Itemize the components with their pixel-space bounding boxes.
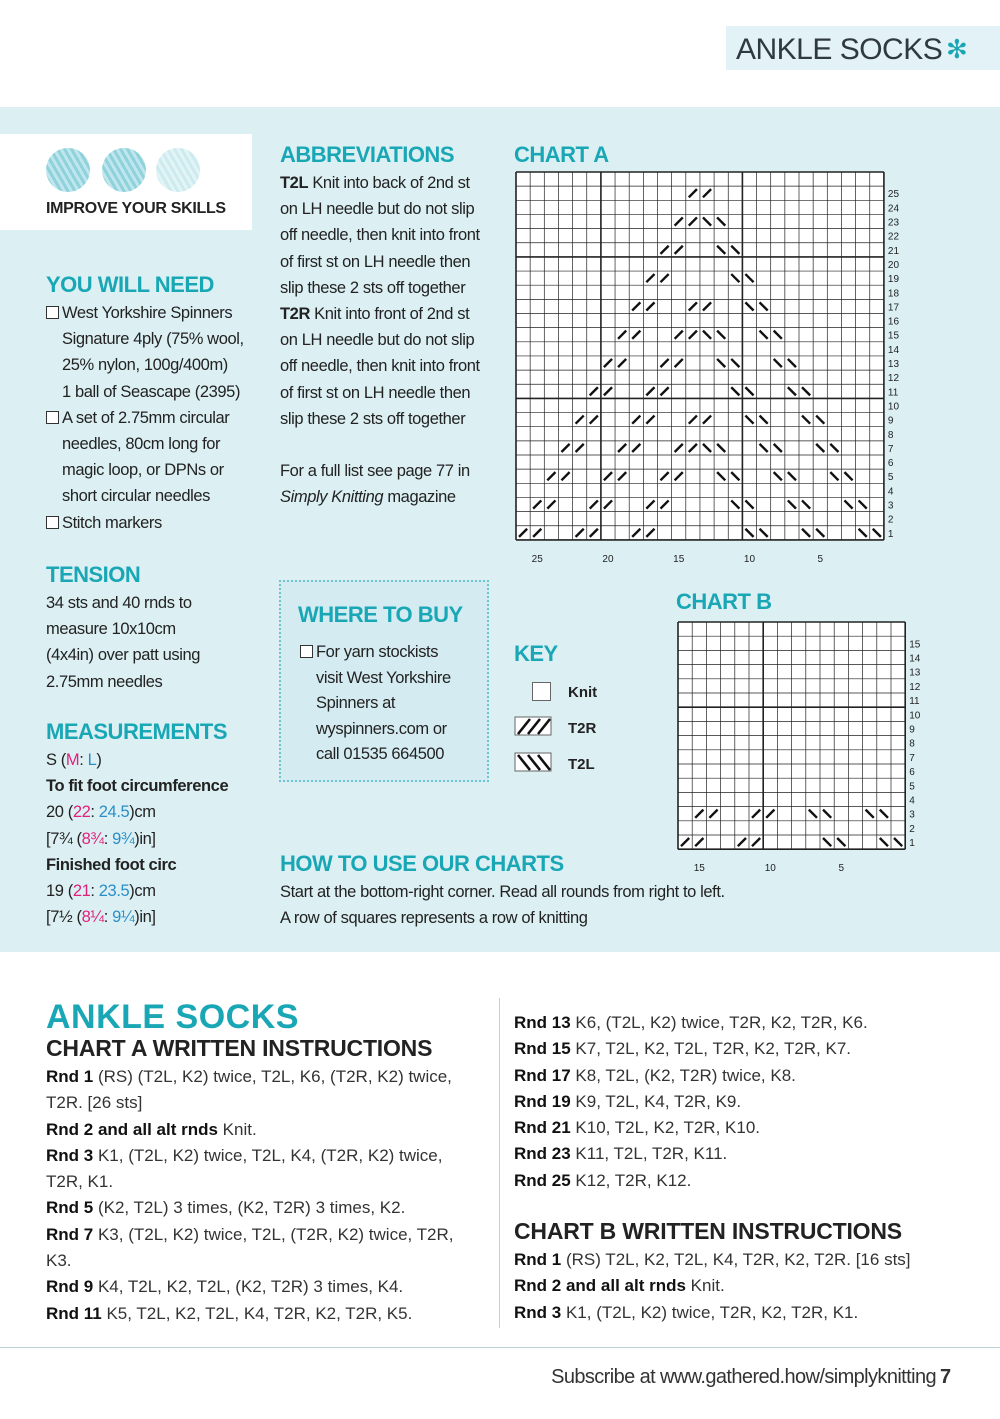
round-text: (RS) (T2L, K2) twice, T2L, K6, (T2R, K2) twice, T2R. [26 sts] xyxy=(46,1067,452,1113)
how-to-text: Start at the bottom-right corner. Read all rounds from right to left. A row of squares represents a row of knitting xyxy=(280,883,725,928)
instruction-row xyxy=(514,1010,964,1036)
checkbox-icon xyxy=(300,645,313,658)
row-label: 12 xyxy=(887,373,900,385)
row-label: 7 xyxy=(909,752,915,764)
row-label: 25 xyxy=(887,189,900,201)
row-label: 11 xyxy=(909,696,920,708)
row-label: 20 xyxy=(887,259,900,271)
chart-a-title: CHART A xyxy=(514,142,609,167)
column-label: 20 xyxy=(602,553,614,565)
round-label: Rnd 1 xyxy=(514,1250,562,1269)
column-label: 5 xyxy=(838,863,845,875)
row-label: 23 xyxy=(887,217,900,229)
row-label: 17 xyxy=(887,302,900,314)
chart-b-title: CHART B xyxy=(676,589,772,614)
instruction-row xyxy=(514,1141,964,1167)
round-text: K5, T2L, K2, T2L, K4, T2R, K2, T2R, K5. xyxy=(101,1303,413,1323)
where-to-buy-heading: WHERE TO BUY xyxy=(298,602,463,627)
row-label: 14 xyxy=(887,344,900,356)
list-item-line: Signature 4ply (75% wool, xyxy=(62,330,244,349)
instruction-row xyxy=(514,1247,964,1273)
instruction-row xyxy=(46,1117,476,1143)
round-label: Rnd 17 xyxy=(514,1065,571,1085)
materials-list xyxy=(46,300,261,536)
row-label: 15 xyxy=(887,330,900,342)
round-text: K9, T2L, K4, T2R, K9. xyxy=(570,1091,742,1111)
round-label: Rnd 3 xyxy=(46,1145,94,1165)
round-label: Rnd 3 xyxy=(514,1302,562,1322)
row-label: 12 xyxy=(909,681,921,693)
tension-heading: TENSION xyxy=(46,562,141,587)
chart-b-instructions xyxy=(514,1247,964,1326)
t2r-symbol-icon xyxy=(514,716,554,738)
instruction-row xyxy=(46,1143,476,1196)
row-label: 21 xyxy=(887,245,900,257)
yarn-ball-icon xyxy=(156,148,200,192)
row-label: 4 xyxy=(909,795,915,807)
abbreviations-text: T2L Knit into back of 2nd st on LH needle but do not slip off needle, then knit into front of first st on LH needle then slip these 2 sts off together T2R Knit into front of 2nd st on LH needle but do not slip off needle, then knit into front of first st on LH needle then slip these 2 sts off together For a full list see page 77 in Simply Knitting magazine xyxy=(280,174,480,507)
round-text: (RS) T2L, K2, T2L, K4, T2R, K2, T2R. [16 sts] xyxy=(561,1250,911,1269)
asterisk-icon: ✻ xyxy=(946,34,968,64)
list-item: Stitch markers xyxy=(46,510,261,536)
round-label: Rnd 25 xyxy=(514,1170,571,1190)
round-text: K8, T2L, (K2, T2R) twice, K8. xyxy=(570,1065,796,1085)
row-label: 10 xyxy=(909,710,921,722)
checkbox-icon xyxy=(46,306,59,319)
round-text: K10, T2L, K2, T2R, K10. xyxy=(570,1118,761,1138)
chart-a-instructions-cont xyxy=(514,1010,964,1194)
row-label: 18 xyxy=(887,288,900,300)
round-label: Rnd 2 and all alt rnds xyxy=(514,1276,686,1296)
row-label: 13 xyxy=(909,667,921,679)
key-heading: KEY xyxy=(514,641,558,666)
chart-b-grid xyxy=(672,616,942,875)
key-label: T2L xyxy=(568,756,595,773)
round-label: Rnd 2 and all alt rnds xyxy=(46,1119,218,1139)
list-item-line: 25% nylon, 100g/400m) xyxy=(62,356,228,375)
you-will-need-heading: YOU WILL NEED xyxy=(46,272,214,297)
round-text: K4, T2L, K2, T2L, (K2, T2R) 3 times, K4. xyxy=(93,1277,404,1297)
instruction-row xyxy=(46,1195,476,1221)
checkbox-icon xyxy=(46,411,59,424)
round-label: Rnd 23 xyxy=(514,1144,571,1164)
row-label: 10 xyxy=(887,401,900,413)
row-label: 8 xyxy=(909,738,915,750)
chart-a-instructions xyxy=(46,1064,476,1327)
row-label: 19 xyxy=(887,274,900,286)
row-label: 6 xyxy=(909,767,915,779)
measurements-text: S (M: L) To fit foot circumference 20 (22: 24.5)cm [7¾ (8¾: 9¾)in] Finished foot circ 19 (21: 23.5)cm [7½ (8¼: 9¼)in] xyxy=(46,751,229,927)
instruction-row xyxy=(46,1064,476,1117)
round-text: Knit. xyxy=(217,1119,257,1139)
chart-b-instructions-heading: CHART B WRITTEN INSTRUCTIONS xyxy=(514,1218,902,1244)
instruction-row xyxy=(46,1301,476,1327)
row-label: 14 xyxy=(909,653,921,665)
tension-text: 34 sts and 40 rnds to measure 10x10cm (4x4in) over patt using 2.75mm needles xyxy=(46,594,201,691)
column-label: 10 xyxy=(743,553,756,565)
instruction-row xyxy=(514,1063,964,1089)
row-label: 22 xyxy=(887,231,900,243)
page-number: 7 xyxy=(940,1366,952,1388)
footer-subscribe: Subscribe at www.gathered.how/simplyknitting xyxy=(551,1366,936,1388)
row-label: 1 xyxy=(887,528,894,540)
round-label: Rnd 13 xyxy=(514,1013,571,1032)
round-text: K1, (T2L, K2) twice, T2R, K2, T2R, K1. xyxy=(561,1302,859,1322)
footer-rule xyxy=(0,1347,1000,1348)
list-item-line: short circular needles xyxy=(62,487,211,506)
column-label: 15 xyxy=(693,863,705,875)
row-label: 5 xyxy=(909,781,915,793)
key-label: Knit xyxy=(568,684,598,701)
t2l-symbol-icon xyxy=(514,752,554,774)
instruction-row xyxy=(514,1089,964,1115)
row-label: 9 xyxy=(887,415,894,427)
chart-a-instructions-heading: CHART A WRITTEN INSTRUCTIONS xyxy=(46,1035,433,1061)
row-label: 4 xyxy=(887,486,894,498)
column-label: 15 xyxy=(673,553,685,565)
instruction-row xyxy=(514,1036,964,1062)
round-text: K3, (T2L, K2) twice, T2L, (T2R, K2) twice, T2R, K3. xyxy=(46,1224,454,1271)
row-label: 15 xyxy=(909,639,921,651)
row-label: 2 xyxy=(909,823,915,835)
round-label: Rnd 9 xyxy=(46,1277,94,1297)
where-to-buy-text: For yarn stockists visit West Yorkshire Spinners at wyspinners.com or call 01535 664500 xyxy=(300,640,480,768)
round-label: Rnd 21 xyxy=(514,1118,571,1138)
round-text: Knit. xyxy=(685,1276,725,1296)
list-item-line: magic loop, or DPNs or xyxy=(62,461,224,480)
round-text: K11, T2L, T2R, K11. xyxy=(570,1144,728,1164)
column-label: 25 xyxy=(531,553,543,565)
yarn-ball-icon xyxy=(46,148,90,192)
skill-level-label: IMPROVE YOUR SKILLS xyxy=(46,200,226,217)
instruction-row xyxy=(514,1300,964,1326)
list-item: A set of 2.75mm circular xyxy=(46,405,261,431)
measurements-heading: MEASUREMENTS xyxy=(46,719,228,744)
row-label: 3 xyxy=(909,809,915,821)
list-item: West Yorkshire Spinners xyxy=(46,300,261,326)
instruction-row xyxy=(46,1274,476,1300)
row-label: 9 xyxy=(909,724,915,736)
row-label: 11 xyxy=(887,387,899,399)
round-text: K6, (T2L, K2) twice, T2R, K2, T2R, K6. xyxy=(570,1013,868,1032)
row-label: 8 xyxy=(887,429,894,441)
round-label: Rnd 19 xyxy=(514,1091,571,1111)
chart-a-grid xyxy=(510,166,930,566)
abbreviations-heading: ABBREVIATIONS xyxy=(280,142,454,167)
round-text: K1, (T2L, K2) twice, T2L, K4, (T2R, K2) twice, T2R, K1. xyxy=(46,1145,443,1192)
round-label: Rnd 15 xyxy=(514,1039,571,1059)
list-item-line: needles, 80cm long for xyxy=(62,435,221,454)
row-label: 16 xyxy=(887,316,900,328)
instruction-row xyxy=(514,1168,964,1194)
instruction-row xyxy=(514,1115,964,1141)
column-label: 5 xyxy=(817,553,824,565)
row-label: 5 xyxy=(887,472,894,484)
row-label: 6 xyxy=(887,458,894,470)
checkbox-icon xyxy=(46,516,59,529)
row-label: 13 xyxy=(887,359,900,371)
row-label: 2 xyxy=(887,514,894,526)
round-label: Rnd 7 xyxy=(46,1224,94,1244)
round-text: (K2, T2L) 3 times, (K2, T2R) 3 times, K2. xyxy=(93,1198,406,1218)
pattern-title: ANKLE SOCKS xyxy=(46,998,299,1036)
round-label: Rnd 5 xyxy=(46,1198,94,1218)
round-text: K12, T2R, K12. xyxy=(570,1170,692,1190)
instruction-row xyxy=(514,1273,964,1299)
round-label: Rnd 1 xyxy=(46,1067,94,1086)
row-label: 7 xyxy=(887,443,894,455)
column-divider xyxy=(499,998,500,1328)
page-section-title: ANKLE SOCKS xyxy=(736,33,943,66)
instruction-row xyxy=(46,1222,476,1275)
round-label: Rnd 11 xyxy=(46,1303,102,1323)
row-label: 24 xyxy=(887,203,900,215)
skill-level-box xyxy=(0,134,252,230)
column-label: 10 xyxy=(764,863,776,875)
round-text: K7, T2L, K2, T2L, T2R, K2, T2R, K7. xyxy=(570,1039,852,1059)
list-item-line: 1 ball of Seascape (2395) xyxy=(62,382,241,401)
row-label: 3 xyxy=(887,500,894,512)
key-label: T2R xyxy=(568,720,597,737)
knit-square-icon xyxy=(532,682,551,701)
yarn-ball-icon xyxy=(102,148,146,192)
row-label: 1 xyxy=(909,838,915,850)
how-to-heading: HOW TO USE OUR CHARTS xyxy=(280,851,564,876)
